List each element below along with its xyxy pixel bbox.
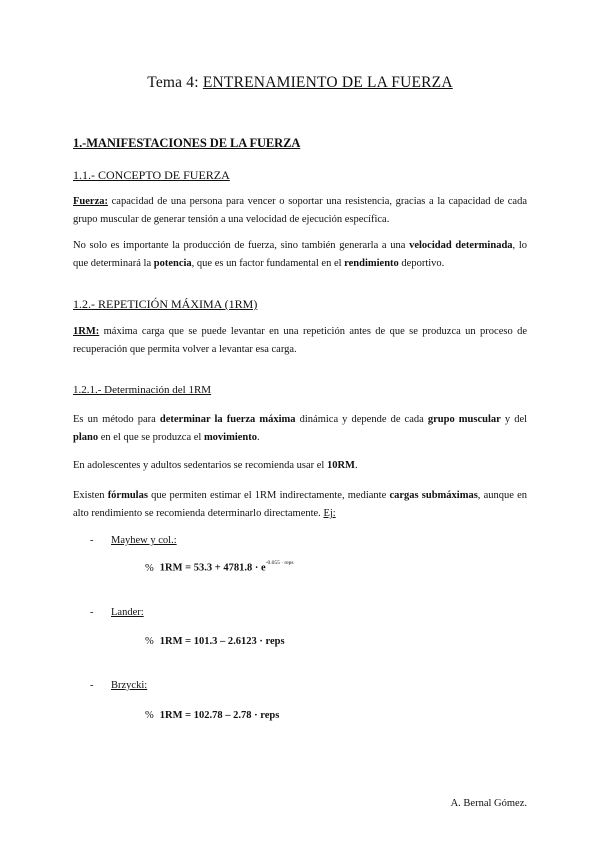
bold-run: plano bbox=[73, 432, 99, 443]
text-run: . bbox=[354, 460, 358, 471]
formulas-paragraph bbox=[73, 487, 527, 523]
text-run: , aunque en alto rendimiento se recomienda determinarlo directamente. bbox=[73, 490, 528, 519]
bold-run: potencia bbox=[153, 258, 192, 269]
list-dash: - bbox=[90, 535, 94, 546]
text-run: , que es un factor fundamental en el bbox=[191, 258, 345, 269]
1rm-text: máxima carga que se puede levantar en una repetición antes de que se produzca un proceso de recuperación que permita volver a levantar esa carga. bbox=[73, 326, 527, 355]
title-prefix: Tema 4: bbox=[147, 74, 199, 91]
bold-run: determinar la fuerza máxima bbox=[159, 414, 296, 425]
bold-run: rendimiento bbox=[344, 258, 399, 269]
formula-expression: 1RM = 102.78 – 2.78 · reps bbox=[159, 710, 280, 721]
text-run: Es un método para bbox=[73, 414, 160, 425]
10rm-paragraph bbox=[73, 457, 527, 475]
formula-mayhew bbox=[145, 562, 294, 574]
percent-symbol: % bbox=[145, 636, 154, 647]
footer-author: A. Bernal Gómez. bbox=[450, 798, 527, 809]
1rm-term: 1RM: bbox=[73, 326, 100, 337]
formula-exponent: -0.055 · reps bbox=[265, 560, 294, 566]
list-dash: - bbox=[90, 680, 94, 691]
bold-run: 10RM bbox=[326, 460, 355, 471]
text-run: En adolescentes y adultos sedentarios se recomienda usar el bbox=[73, 460, 327, 471]
text-run: No solo es importante la producción de fuerza, sino también generarla a una bbox=[73, 240, 410, 251]
fuerza-definition bbox=[73, 193, 527, 229]
formula-expression: 1RM = 101.3 – 2.6123 · reps bbox=[159, 636, 285, 647]
bold-run: grupo muscular bbox=[427, 414, 501, 425]
formula-author-mayhew: Mayhew y col.: bbox=[111, 535, 177, 546]
fuerza-text: capacidad de una persona para vencer o soportar una resistencia, gracias a la capacidad de cada grupo muscular de generar tensión a una velocidad de ejecución específica. bbox=[73, 196, 527, 225]
text-run: . bbox=[257, 432, 260, 443]
example-label: Ej: bbox=[323, 508, 336, 519]
formula-author-lander: Lander: bbox=[111, 607, 144, 618]
title-main: ENTRENAMIENTO DE LA FUERZA bbox=[202, 74, 453, 91]
fuerza-term: Fuerza: bbox=[73, 196, 108, 207]
section-1-1-heading: 1.1.- CONCEPTO DE FUERZA bbox=[73, 168, 230, 182]
text-run: deportivo. bbox=[398, 258, 445, 269]
section-1-2-heading: 1.2.- REPETICIÓN MÁXIMA (1RM) bbox=[73, 297, 258, 311]
percent-symbol: % bbox=[145, 710, 154, 721]
text-run: , lo que determinará la bbox=[73, 240, 527, 269]
page-title bbox=[0, 74, 600, 92]
formula-brzycki bbox=[145, 710, 279, 721]
text-run: en el que se produzca el bbox=[98, 432, 204, 443]
section-1-2-1-heading: 1.2.1.- Determinación del 1RM bbox=[73, 384, 212, 396]
section-1-heading: 1.-MANIFESTACIONES DE LA FUERZA bbox=[73, 136, 301, 150]
formula-author-brzycki: Brzycki: bbox=[111, 680, 148, 691]
bold-run: fórmulas bbox=[107, 490, 148, 501]
percent-symbol: % bbox=[145, 562, 154, 574]
text-run: que permiten estimar el 1RM indirectamente, mediante bbox=[147, 490, 390, 501]
text-run: dinámica y depende de cada bbox=[295, 414, 428, 425]
text-run: Existen bbox=[73, 490, 108, 501]
text-run: y del bbox=[500, 414, 528, 425]
method-paragraph bbox=[73, 411, 527, 447]
formula-expression: 1RM = 53.3 + 4781.8 · e bbox=[159, 562, 266, 574]
list-dash: - bbox=[90, 607, 94, 618]
fuerza-paragraph-2 bbox=[73, 237, 527, 273]
1rm-definition bbox=[73, 323, 527, 359]
bold-run: movimiento bbox=[203, 432, 258, 443]
bold-run: velocidad determinada bbox=[409, 240, 513, 251]
formula-lander bbox=[145, 636, 285, 647]
bold-run: cargas submáximas bbox=[389, 490, 478, 501]
